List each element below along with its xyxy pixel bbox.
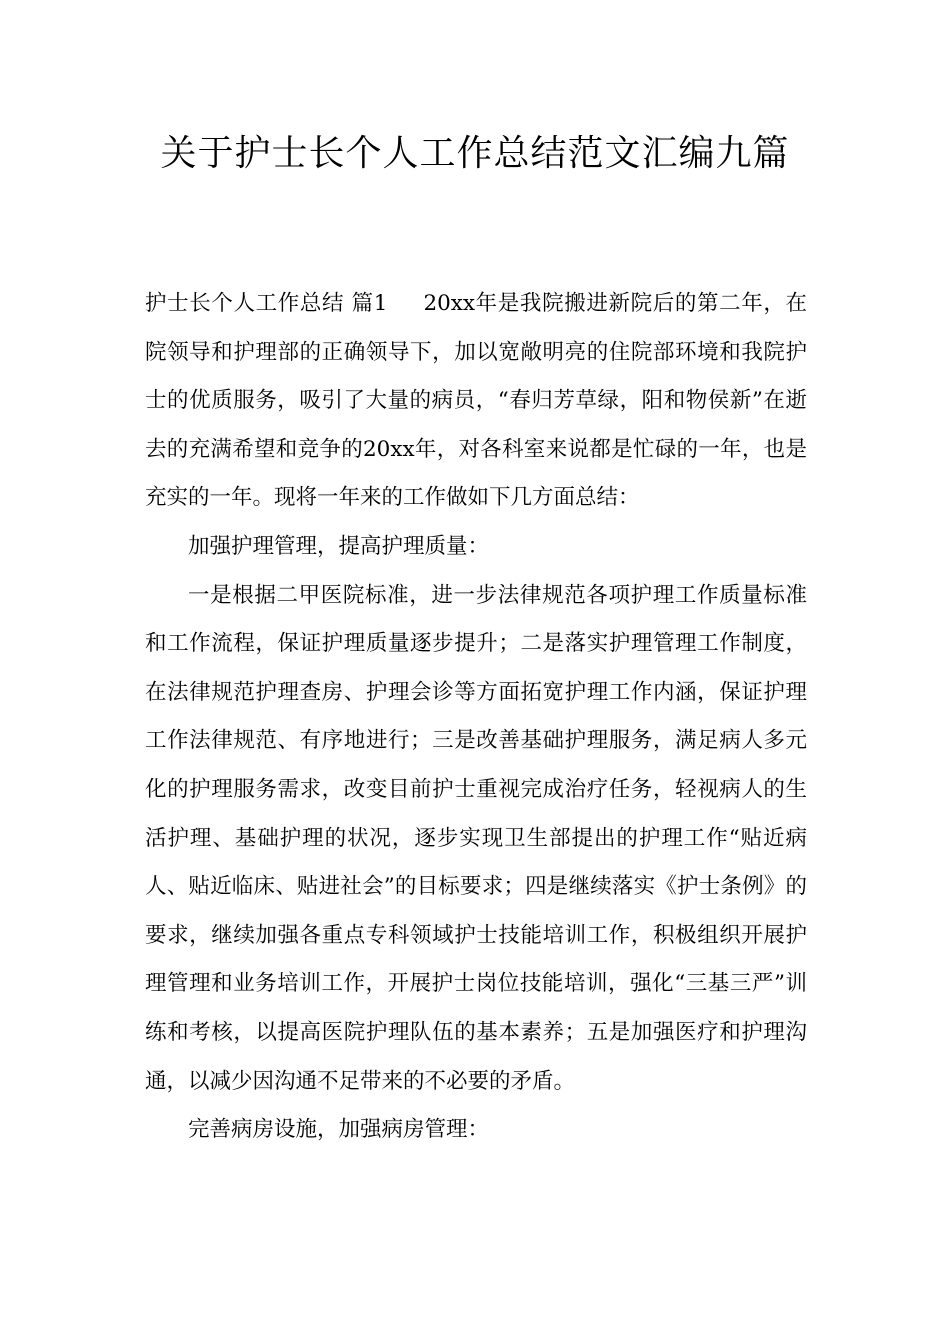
paragraph-nursing-measures: 一是根据二甲医院标准，进一步法律规范各项护理工作质量标准和工作流程，保证护理质量逐步提升；二是落实护理管理工作制度，在法律规范护理查房、护理会诊等方面拓宽护理工作内涵，保证护理工作法律规范、有序地进行；三是改善基础护理服务，满足病人多元化的护理服务需求，改变目前护士重视完成治疗任务，轻视病人的生活护理、基础护理的状况，逐步实现卫生部提出的护理工作“贴近病人、贴近临床、贴进社会”的目标要求；四是继续落实《护士条例》的要求，继续加强各重点专科领域护士技能培训工作，积极组织开展护理管理和业务培训工作，开展护士岗位技能培训，强化“三基三严”训练和考核，以提高医院护理队伍的基本素养；五是加强医疗和护理沟通，以减少因沟通不足带来的不必要的矛盾。	[145, 582, 807, 1094]
intro-text: 20xx年是我院搬进新院后的第二年，在院领导和护理部的正确领导下，加以宽敞明亮的住院部环境和我院护士的优质服务，吸引了大量的病员，“春归芳草绿，阳和物侯新”在逝去的充满希望和竞争的20xx年，对各科室来说都是忙碌的一年，也是充实的一年。现将一年来的工作做如下几方面总结：	[145, 291, 807, 511]
intro-paragraph	[145, 280, 807, 523]
document-title: 关于护士长个人工作总结范文汇编九篇	[160, 133, 790, 174]
subheading-ward-management: 完善病房设施，加强病房管理：	[188, 1117, 490, 1143]
section-label: 护士长个人工作总结 篇1	[145, 291, 388, 316]
document-body	[145, 280, 807, 1155]
subheading-nursing-management: 加强护理管理，提高护理质量：	[188, 533, 490, 559]
